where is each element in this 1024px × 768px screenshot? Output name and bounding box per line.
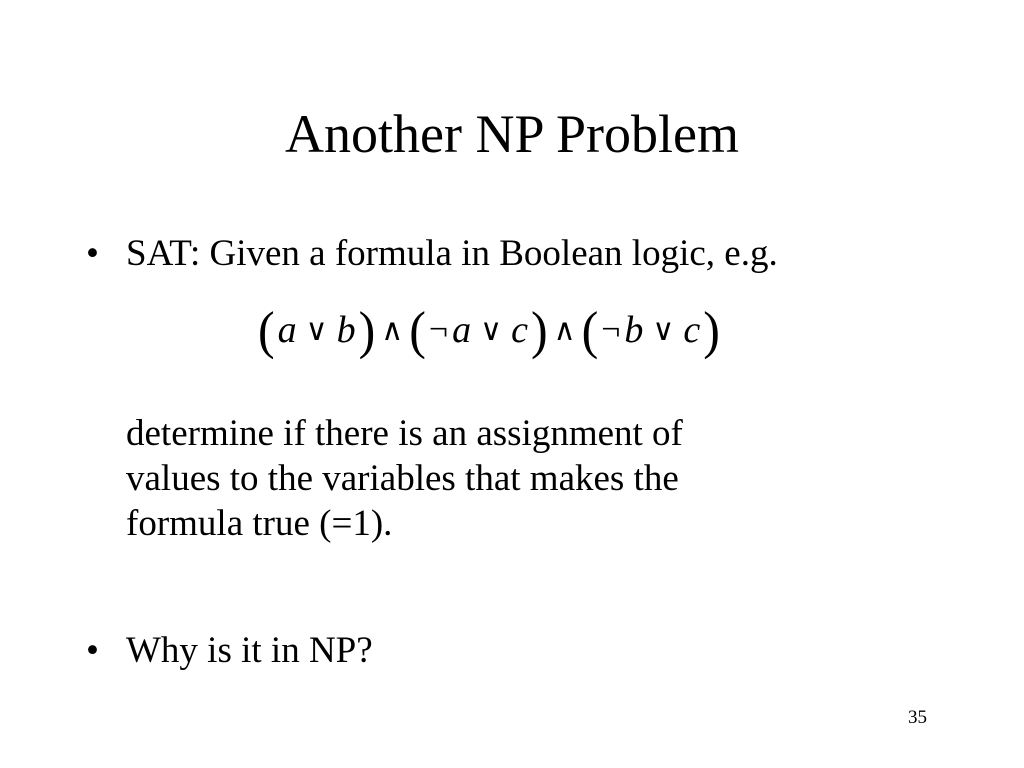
paragraph-line: values to the variables that makes the — [126, 458, 679, 499]
bullet-item-sat — [86, 232, 778, 276]
bullet-marker: • — [86, 630, 99, 671]
formula-variable-a: a — [452, 309, 472, 351]
formula-or-operator: ∨ — [480, 313, 503, 347]
formula-variable-a: a — [277, 309, 297, 351]
bullet-text: SAT: Given a formula in Boolean logic, e.g. — [126, 233, 778, 274]
formula-and-operator: ∧ — [381, 313, 404, 347]
formula-variable-c: c — [683, 309, 701, 351]
formula-left-paren: ( — [258, 300, 275, 360]
formula-variable-c: c — [511, 309, 528, 351]
formula-right-paren: ) — [703, 300, 720, 360]
page-number: 35 — [908, 707, 927, 728]
formula-left-paren: ( — [581, 300, 599, 360]
formula-and-operator: ∧ — [553, 313, 576, 347]
formula-not-operator: ¬ — [428, 311, 449, 348]
paragraph-line: formula true (=1). — [126, 503, 393, 544]
bullet-item-why-np — [86, 629, 373, 673]
formula-or-operator: ∨ — [305, 313, 328, 347]
sat-description-paragraph — [126, 411, 886, 546]
formula-variable-b: b — [336, 309, 356, 351]
paragraph-line: determine if there is an assignment of — [126, 413, 683, 454]
formula-right-paren: ) — [530, 300, 548, 360]
slide-title: Another NP Problem — [285, 104, 739, 164]
formula-or-operator: ∨ — [652, 313, 675, 347]
formula-right-paren: ) — [358, 300, 376, 360]
formula-left-paren: ( — [409, 300, 426, 360]
bullet-text: Why is it in NP? — [126, 630, 373, 671]
formula-not-operator: ¬ — [601, 311, 621, 348]
bullet-marker: • — [86, 233, 99, 274]
boolean-formula — [258, 300, 720, 360]
formula-variable-b: b — [624, 309, 644, 351]
